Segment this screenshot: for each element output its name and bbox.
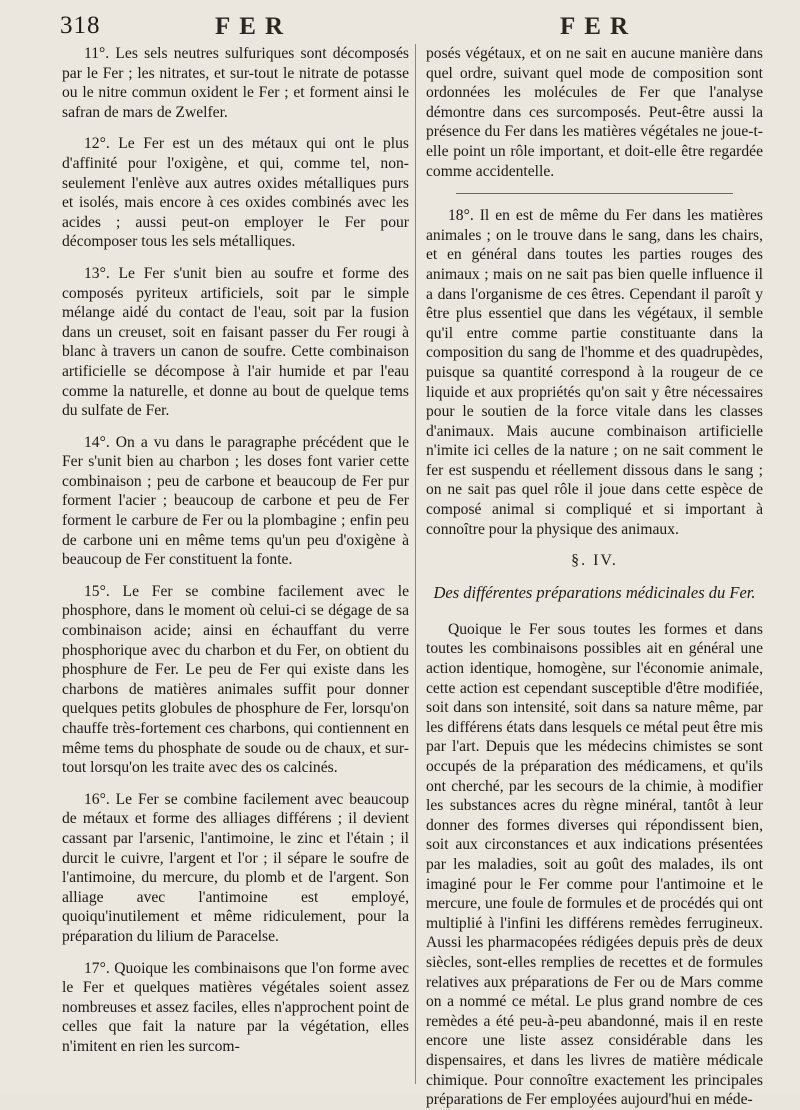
page-header bbox=[0, 12, 800, 40]
paragraph-15: 15°. Le Fer se combine facilement avec le phosphore, dans le moment où celui-ci se dégage de sa combinaison acide; ainsi en échauffant du verre phosphorique avec du charbon et du Fer, on obtient du phosphure de Fer. Le peu de Fer qui existe dans les charbons de matières animales suffit pour donner quelques petits globules de phosphure de Fer, lorsqu'on chauffe très-fortement ces charbons, qui contiennent en même tems du phosphate de soude ou de chaux, et sur-tout lorsqu'on les traite avec des os calcinés. bbox=[62, 582, 409, 777]
paragraph-11: 11°. Les sels neutres sulfuriques sont décomposés par le Fer ; les nitrates, et sur-tout le nitrate de potasse ou le nitre commun oxident le Fer ; et forment ainsi le safran de mars de Zwelfer. bbox=[62, 45, 409, 121]
section-title: Des différentes préparations médicinales du Fer. bbox=[433, 582, 756, 602]
paragraph-14: 14°. On a vu dans le paragraphe précédent que le Fer s'unit bien au charbon ; les doses font varier cette combinaison ; peu de carbone et beaucoup de Fer pur forment l'acier ; beaucoup de carbone et peu de Fer forment le carbure de Fer ou la plombagine ; enfin peu de carbone uni en même tems qu'un peu d'oxigène à beaucoup de Fer constituent la fonte. bbox=[62, 433, 409, 569]
right-column bbox=[426, 44, 763, 1109]
section-rule bbox=[456, 193, 733, 194]
paragraph-13: 13°. Le Fer s'unit bien au soufre et forme des composés pyriteux artificiels, soit par le simple mélange aidé du contact de l'eau, soit par la fusion dans un creuset, soit en faisant passer du Fer rougi à blanc à travers un canon de soufre. Cette combinaison artificielle se décompose à l'air humide et par l'eau comme la naturelle, et donne au bout de quelque tems du sulfate de Fer. bbox=[62, 264, 409, 420]
running-head-left: FER bbox=[215, 13, 292, 40]
paragraph-16: 16°. Le Fer se combine facilement avec beaucoup de métaux et forme des alliages différens ; il devient cassant par l'arsenic, l'antimoine, le zinc et l'étain ; il durcit le cuivre, l'argent et l'or ; il sépare le soufre de l'antimoine, du mercure, du plomb et de l'argent. Son alliage avec l'antimoine est employé, quoiqu'inutilement et même ridiculement, pour la préparation du lilium de Paracelse. bbox=[62, 790, 409, 945]
paragraph-17: 17°. Quoique les combinaisons que l'on forme avec le Fer et quelques matières végétales soient assez nombreuses et assez faciles, elles n'approchent point de celles que fait la nature par la végétation, elles n'imitent en rien les surcom- bbox=[62, 959, 409, 1055]
left-column bbox=[62, 44, 409, 1084]
paragraph-intro: Quoique le Fer sous toutes les formes et dans toutes les combinaisons possibles ait en général une action identique, homogène, sur l'économie animale, cette action est cependant susceptible d'être modifiée, soit dans son intensité, soit dans sa nature même, par les différens états dans lesquels ce métal peut être mis par l'art. Depuis que les médecins chimistes se sont occupés de la préparation des médicamens, et qu'ils ont cherché, par les secours de la chimie, à modifier les substances acres du règne minéral, tantôt à leur donner des formes diverses qui répondissent bien, soit aux circonstances et aux indications présentées par les maladies, soit au goût des malades, ils ont imaginé pour le Fer comme pour l'antimoine et le mercure, une foule de formules et de procédés qui ont multiplié à l'infini les différens remèdes ferrugineux. Aussi les pharmacopées rédigées depuis près de deux siècles, sont-elles remplies de recettes et de formules relatives aux préparations de Fer ou de Mars comme on a nommé ce métal. Le plus grand nombre de ces remèdes a été peu-à-peu abandonné, mais il en reste encore une liste assez considérable dans les dispensaires, et dans les livres de matière médicale chimique. Pour connoître exactement les principales préparations de Fer employées aujourd'hui en méde- bbox=[426, 620, 763, 1109]
section-number: §. IV. bbox=[571, 552, 618, 570]
running-head-right: FER bbox=[560, 13, 637, 40]
column-divider bbox=[415, 44, 416, 1084]
paragraph-17-continued: posés végétaux, et on ne sait en aucune manière dans quel ordre, suivant quel mode de composition sont ordonnées les molécules de Fer que l'analyse démontre dans ces surcomposés. Peut-être aussi la présence du Fer dans les matières végétales ne joue-t-elle point un rôle important, et doit-elle être regardée comme accidentelle. bbox=[426, 45, 763, 180]
paragraph-12: 12°. Le Fer est un des métaux qui ont le plus d'affinité pour l'oxigène, et qui, comme tel, non-seulement l'enlève aux autres oxides métalliques purs et isolés, mais encore à ces oxides combinés avec les acides ; aussi peut-on employer le Fer pour décomposer tous les sels métalliques. bbox=[62, 135, 409, 251]
page-number: 318 bbox=[60, 12, 101, 39]
paragraph-18: 18°. Il en est de même du Fer dans les matières animales ; on le trouve dans le sang, dans les chairs, et en général dans toutes les parties rouges des animaux ; mais on ne sait pas bien quelle influence il a dans l'organisme de ces êtres. Cependant il paroît y être plus essentiel que dans les végétaux, il semble qu'il entre comme partie constituante dans la composition du sang de l'homme et des quadrupèdes, puisque sa quantité correspond à la rougeur de ce liquide et aux propriétés qu'on sait y être nécessaires pour le soutien de la force vitale dans les classes d'animaux. Mais aucune combinaison artificielle n'imite ici celles de la nature ; on ne sait comment le fer est suspendu et réellement dissous dans le sang ; on ne sait pas quel rôle il joue dans cette espèce de composé animal si compliqué et si important à connoître pour la physique des animaux. bbox=[426, 207, 763, 538]
